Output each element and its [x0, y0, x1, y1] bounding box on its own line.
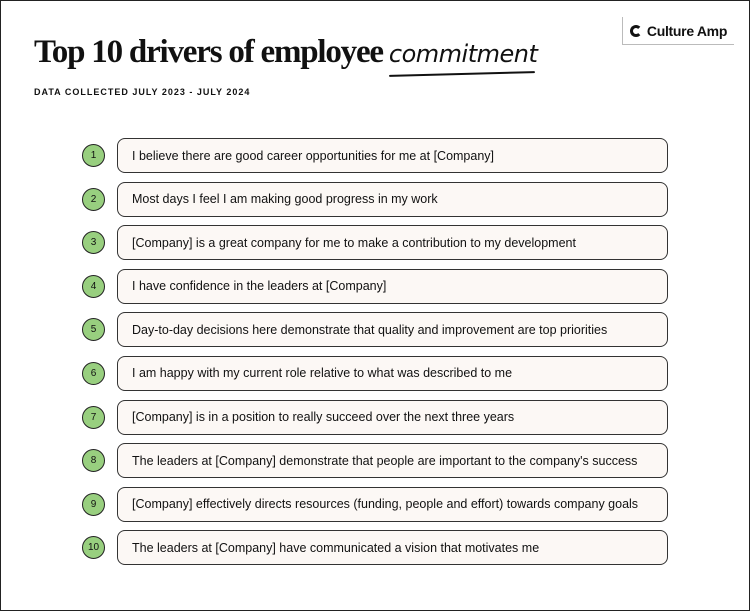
- driver-statement: The leaders at [Company] demonstrate that people are important to the company's success: [117, 443, 668, 478]
- driver-statement: Most days I feel I am making good progress in my work: [117, 182, 668, 217]
- driver-statement: I am happy with my current role relative to what was described to me: [117, 356, 668, 391]
- driver-item: [82, 138, 668, 173]
- culture-amp-logo: [622, 17, 734, 45]
- rank-badge: 8: [82, 449, 105, 472]
- driver-item: [82, 530, 668, 565]
- rank-badge: 2: [82, 188, 105, 211]
- driver-item: [82, 356, 668, 391]
- driver-item: [82, 225, 668, 260]
- title-text: Top 10 drivers of employee: [34, 34, 383, 70]
- driver-item: [82, 487, 668, 522]
- driver-statement: I believe there are good career opportunities for me at [Company]: [117, 138, 668, 173]
- culture-amp-logo-icon: [630, 25, 642, 37]
- driver-item: [82, 182, 668, 217]
- drivers-list: [82, 138, 668, 574]
- driver-item: [82, 312, 668, 347]
- driver-item: [82, 400, 668, 435]
- brand-name: Culture Amp: [646, 22, 728, 39]
- title-emphasis: commitment: [389, 40, 537, 72]
- page-title: [34, 34, 537, 72]
- rank-badge: 10: [82, 536, 105, 559]
- date-range-subtitle: DATA COLLECTED JULY 2023 - JULY 2024: [34, 87, 251, 97]
- rank-badge: 6: [82, 362, 105, 385]
- driver-statement: Day-to-day decisions here demonstrate that quality and improvement are top priorities: [117, 312, 668, 347]
- driver-statement: [Company] is a great company for me to make a contribution to my development: [117, 225, 668, 260]
- rank-badge: 1: [82, 144, 105, 167]
- rank-badge: 7: [82, 406, 105, 429]
- rank-badge: 3: [82, 231, 105, 254]
- driver-statement: The leaders at [Company] have communicated a vision that motivates me: [117, 530, 668, 565]
- driver-statement: I have confidence in the leaders at [Company]: [117, 269, 668, 304]
- rank-badge: 5: [82, 318, 105, 341]
- driver-statement: [Company] effectively directs resources (funding, people and effort) towards company goals: [117, 487, 668, 522]
- driver-item: [82, 269, 668, 304]
- driver-statement: [Company] is in a position to really succeed over the next three years: [117, 400, 668, 435]
- rank-badge: 4: [82, 275, 105, 298]
- rank-badge: 9: [82, 493, 105, 516]
- driver-item: [82, 443, 668, 478]
